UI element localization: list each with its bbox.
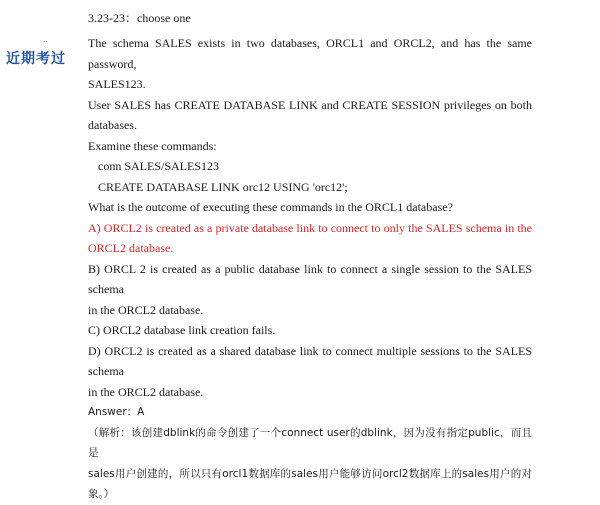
question-text-line: The schema SALES exists in two databases, ORCL1 and ORCL2, and has the same password, <box>88 36 532 71</box>
question-header: 3.23-23：choose one <box>88 11 191 25</box>
command-line: conn SALES/SALES123 <box>98 159 220 173</box>
command-line: CREATE DATABASE LINK orc12 USING 'orc12'; <box>98 179 348 194</box>
option-b-continued: in the ORCL2 database. <box>88 302 204 317</box>
side-mark: .. <box>43 36 48 44</box>
question-text-line: What is the outcome of executing these commands in the ORCL1 database? <box>88 200 453 214</box>
option-a-continued: ORCL2 database. <box>88 241 174 255</box>
explanation-line: 象。） <box>88 488 115 500</box>
option-a: A) ORCL2 is created as a private database link to connect to only the SALES schema in the <box>88 220 532 235</box>
option-c: C) ORCL2 database link creation fails. <box>88 323 276 337</box>
option-d-continued: in the ORCL2 database. <box>88 384 204 399</box>
question-text-line: User SALES has CREATE DATABASE LINK and CREATE SESSION privileges on both <box>88 97 532 112</box>
explanation-line: （解析：该创建dblink的命令创建了一个connect user的dblink，因为没有指定public，而且是 <box>88 426 532 459</box>
option-b: B) ORCL 2 is created as a public database link to connect a single session to the SALES schema <box>88 261 532 296</box>
question-text-line: SALES123. <box>88 77 146 91</box>
explanation-line: sales用户创建的，所以只有orcl1数据库的sales用户能够访问orcl2数据库上的sales用户的对 <box>88 467 532 480</box>
answer-line: Answer：A <box>88 406 145 418</box>
question-text-line: Examine these commands: <box>88 138 217 153</box>
recent-exam-tag: 近期考过 <box>6 51 66 67</box>
question-body <box>88 33 532 505</box>
question-text-line: databases. <box>88 118 137 132</box>
option-d: D) ORCL2 is created as a shared database link to connect multiple sessions to the SALES schema <box>88 343 532 378</box>
